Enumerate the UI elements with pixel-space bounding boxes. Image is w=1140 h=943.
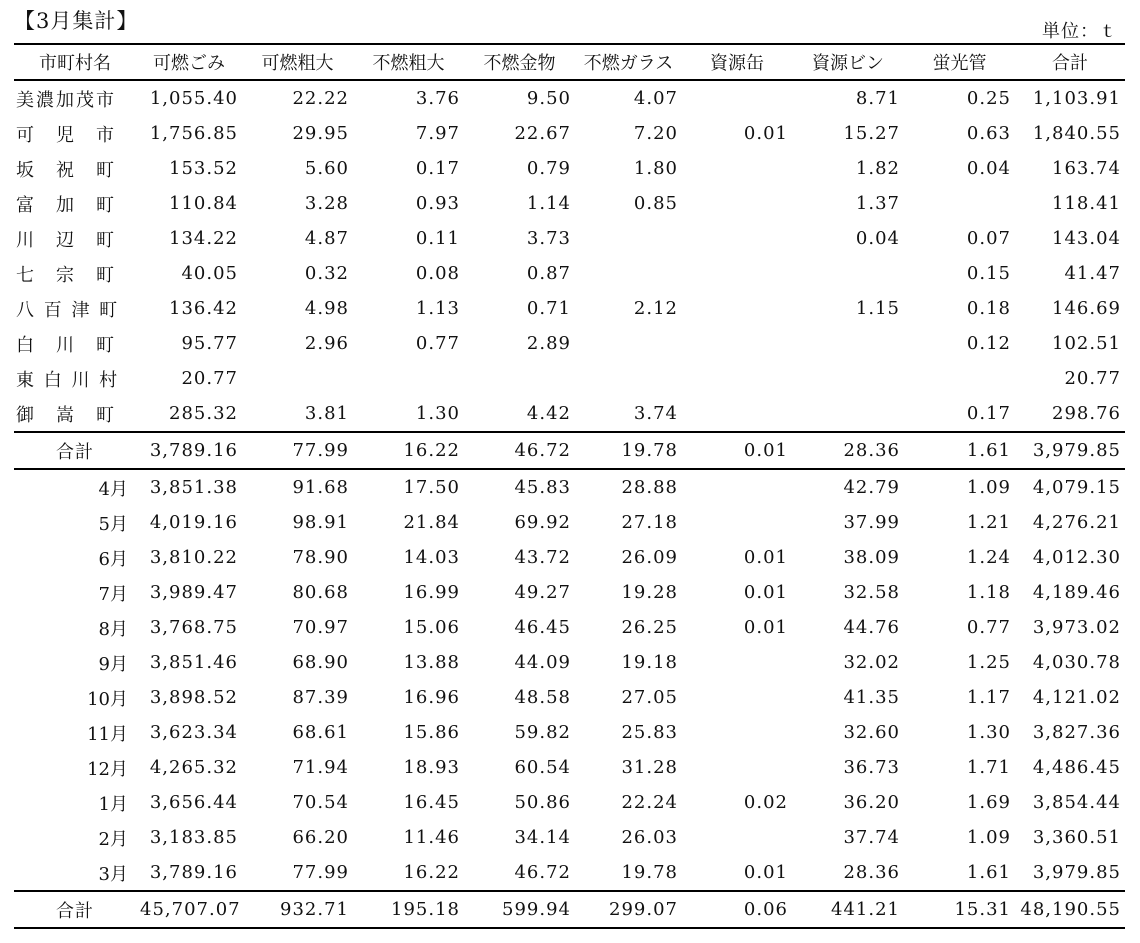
table-cell: 3.81 (304, 403, 349, 424)
table-cell: 0.11 (415, 228, 460, 249)
table-cell: 91.68 (292, 477, 349, 498)
table-cell: 4,019.16 (149, 512, 238, 533)
table-cell: 60.54 (514, 757, 571, 778)
table-cell: 136.42 (169, 298, 238, 319)
table-cell: 3,789.16 (149, 862, 238, 883)
table-cell: 3,656.44 (149, 792, 238, 813)
table-cell: 195.18 (353, 891, 464, 928)
table-cell: 21.84 (403, 512, 460, 533)
table-cell: 0.12 (966, 333, 1011, 354)
table-cell: 27.05 (621, 687, 678, 708)
table-cell: 3,851.38 (149, 477, 238, 498)
table-cell (682, 326, 792, 361)
table-cell: 1.09 (966, 827, 1011, 848)
table-cell: 0.87 (526, 263, 571, 284)
table-cell: 1.18 (966, 582, 1011, 603)
table-cell: 48,190.55 (1015, 891, 1125, 928)
table-cell: 1.37 (855, 193, 900, 214)
table-cell: 42.79 (843, 477, 900, 498)
table-cell: 3,623.34 (149, 722, 238, 743)
table-cell (792, 326, 904, 361)
table-cell: 1.61 (904, 432, 1015, 469)
table-cell: 15.27 (843, 123, 900, 144)
row-label: 3月 (98, 863, 128, 885)
table-cell (682, 645, 792, 680)
table-cell (575, 361, 682, 396)
table-cell: 4.87 (304, 228, 349, 249)
table-cell: 44.76 (843, 617, 900, 638)
row-label: 白 川 町 (16, 334, 116, 356)
table-cell (682, 80, 792, 116)
row-label: 合計 (14, 891, 136, 928)
table-cell: 4,486.45 (1032, 757, 1121, 778)
table-cell: 68.90 (292, 652, 349, 673)
table-cell: 37.74 (843, 827, 900, 848)
row-label: 可 児 市 (16, 124, 116, 146)
table-cell: 118.41 (1052, 193, 1121, 214)
row-label: 富 加 町 (16, 194, 116, 216)
table-cell: 0.01 (743, 862, 788, 883)
table-cell: 20.77 (1064, 368, 1121, 389)
table-cell: 299.07 (575, 891, 682, 928)
table-cell: 0.77 (966, 617, 1011, 638)
table-cell: 28.36 (792, 432, 904, 469)
table-cell: 599.94 (464, 891, 575, 928)
table-cell (682, 221, 792, 256)
table-cell: 3,789.16 (136, 432, 242, 469)
table-cell: 16.96 (403, 687, 460, 708)
table-cell: 0.01 (743, 582, 788, 603)
table-cell: 31.28 (621, 757, 678, 778)
waste-summary-table (14, 43, 1125, 929)
table-cell: 19.28 (621, 582, 678, 603)
table-cell: 0.04 (966, 158, 1011, 179)
table-cell: 4,189.46 (1032, 582, 1121, 603)
report-title: 【3月集計】 (14, 9, 139, 33)
table-cell: 146.69 (1052, 298, 1121, 319)
table-cell: 0.15 (966, 263, 1011, 284)
table-cell: 16.99 (403, 582, 460, 603)
table-cell: 32.58 (843, 582, 900, 603)
table-row (14, 361, 1125, 396)
table-cell: 3,827.36 (1032, 722, 1121, 743)
table-cell: 32.60 (843, 722, 900, 743)
table-cell: 0.17 (415, 158, 460, 179)
table-cell (682, 291, 792, 326)
table-cell: 0.04 (855, 228, 900, 249)
row-label: 7月 (98, 583, 128, 605)
table-row (14, 680, 1125, 715)
table-cell (682, 715, 792, 750)
row-label: 5月 (98, 513, 128, 535)
table-cell: 0.77 (415, 333, 460, 354)
table-cell: 16.22 (403, 862, 460, 883)
table-cell: 2.89 (526, 333, 571, 354)
table-row (14, 396, 1125, 432)
table-cell: 3,973.02 (1032, 617, 1121, 638)
table-cell: 36.20 (843, 792, 900, 813)
table-cell: 95.77 (181, 333, 238, 354)
header-cell: 不燃金物 (464, 44, 575, 80)
table-cell: 1.15 (855, 298, 900, 319)
table-cell: 1,840.55 (1032, 123, 1121, 144)
table-cell: 110.84 (169, 193, 238, 214)
row-label: 8月 (98, 618, 128, 640)
table-cell: 4,265.32 (149, 757, 238, 778)
table-cell: 4.42 (526, 403, 571, 424)
table-cell: 98.91 (292, 512, 349, 533)
table-cell: 59.82 (514, 722, 571, 743)
table-cell: 3,851.46 (149, 652, 238, 673)
table-cell: 28.36 (843, 862, 900, 883)
table-cell: 1.82 (855, 158, 900, 179)
table-cell: 22.22 (292, 88, 349, 109)
table-cell: 0.93 (415, 193, 460, 214)
table-cell: 80.68 (292, 582, 349, 603)
table-cell: 3,979.85 (1015, 432, 1125, 469)
table-cell: 11.46 (403, 827, 460, 848)
table-cell: 38.09 (843, 547, 900, 568)
table-cell: 16.45 (403, 792, 460, 813)
table-cell (682, 396, 792, 432)
table-cell: 68.61 (292, 722, 349, 743)
table-cell: 25.83 (621, 722, 678, 743)
table-cell: 0.01 (743, 617, 788, 638)
header-cell: 市町村名 (14, 44, 136, 80)
table-cell (792, 361, 904, 396)
table-row (14, 750, 1125, 785)
table-cell (682, 469, 792, 505)
table-cell: 4,121.02 (1032, 687, 1121, 708)
table-cell: 46.72 (464, 432, 575, 469)
table-cell: 13.88 (403, 652, 460, 673)
table-cell: 0.63 (966, 123, 1011, 144)
header-cell: 資源ビン (792, 44, 904, 80)
table-cell: 27.18 (621, 512, 678, 533)
table-cell: 41.35 (843, 687, 900, 708)
table-cell: 1.30 (966, 722, 1011, 743)
table-cell: 40.05 (181, 263, 238, 284)
table-cell: 69.92 (514, 512, 571, 533)
table-cell: 0.71 (526, 298, 571, 319)
header-cell: 蛍光管 (904, 44, 1015, 80)
table-cell: 78.90 (292, 547, 349, 568)
table-row (14, 186, 1125, 221)
table-cell: 0.01 (743, 123, 788, 144)
table-row (14, 855, 1125, 891)
row-label: 12月 (87, 758, 128, 780)
table-cell: 2.96 (304, 333, 349, 354)
table-cell: 3,768.75 (149, 617, 238, 638)
table-body (14, 80, 1125, 928)
table-cell: 29.95 (292, 123, 349, 144)
table-cell: 1.24 (966, 547, 1011, 568)
table-cell: 19.18 (621, 652, 678, 673)
table-cell: 1.21 (966, 512, 1011, 533)
table-cell: 19.78 (575, 432, 682, 469)
table-cell: 153.52 (169, 158, 238, 179)
table-cell: 20.77 (181, 368, 238, 389)
table-cell: 26.03 (621, 827, 678, 848)
table-cell: 4.07 (633, 88, 678, 109)
row-label: 10月 (87, 688, 128, 710)
table-cell: 4.98 (304, 298, 349, 319)
table-cell: 0.85 (633, 193, 678, 214)
table-cell: 3,360.51 (1032, 827, 1121, 848)
table-cell (682, 361, 792, 396)
table-row (14, 505, 1125, 540)
table-cell: 66.20 (292, 827, 349, 848)
table-cell: 34.14 (514, 827, 571, 848)
table-cell (792, 396, 904, 432)
table-cell: 3,854.44 (1032, 792, 1121, 813)
row-label: 1月 (98, 793, 128, 815)
table-cell: 41.47 (1064, 263, 1121, 284)
table-cell: 48.58 (514, 687, 571, 708)
table-cell: 7.97 (415, 123, 460, 144)
table-cell: 3.73 (526, 228, 571, 249)
row-label: 合計 (14, 432, 136, 469)
row-label: 4月 (98, 478, 128, 500)
table-cell: 49.27 (514, 582, 571, 603)
table-cell: 3.28 (304, 193, 349, 214)
table-cell (792, 256, 904, 291)
header-cell: 不燃粗大 (353, 44, 464, 80)
table-row (14, 326, 1125, 361)
row-label: 11月 (87, 723, 128, 745)
row-label: 川 辺 町 (16, 229, 116, 251)
table-cell: 3,979.85 (1032, 862, 1121, 883)
row-label: 2月 (98, 828, 128, 850)
table-cell: 45,707.07 (136, 891, 242, 928)
table-cell: 1,756.85 (149, 123, 238, 144)
table-cell: 1.09 (966, 477, 1011, 498)
table-cell: 7.20 (633, 123, 678, 144)
table-cell: 71.94 (292, 757, 349, 778)
table-row (14, 291, 1125, 326)
table-row (14, 575, 1125, 610)
table-cell (682, 151, 792, 186)
table-cell: 1.80 (633, 158, 678, 179)
row-label: 八 百 津 町 (16, 299, 120, 321)
header-row (14, 44, 1125, 80)
table-cell: 46.72 (514, 862, 571, 883)
table-cell: 932.71 (242, 891, 353, 928)
table-cell (682, 505, 792, 540)
table-cell: 4,012.30 (1032, 547, 1121, 568)
table-cell (904, 361, 1015, 396)
table-cell: 1.25 (966, 652, 1011, 673)
table-cell: 3,898.52 (149, 687, 238, 708)
table-cell: 36.73 (843, 757, 900, 778)
table-cell: 18.93 (403, 757, 460, 778)
table-row (14, 645, 1125, 680)
table-cell: 163.74 (1052, 158, 1121, 179)
table-cell (575, 256, 682, 291)
table-cell (575, 221, 682, 256)
table-cell: 1,103.91 (1032, 88, 1121, 109)
subtotal-row (14, 432, 1125, 469)
table-cell: 37.99 (843, 512, 900, 533)
row-label: 七 宗 町 (16, 264, 116, 286)
table-cell: 441.21 (792, 891, 904, 928)
table-cell: 0.79 (526, 158, 571, 179)
row-label: 美濃加茂市 (16, 89, 116, 111)
row-label: 6月 (98, 548, 128, 570)
table-cell: 1.69 (966, 792, 1011, 813)
table-cell: 46.45 (514, 617, 571, 638)
table-cell: 0.18 (966, 298, 1011, 319)
table-cell: 87.39 (292, 687, 349, 708)
table-cell: 1.30 (415, 403, 460, 424)
table-cell: 3,810.22 (149, 547, 238, 568)
table-row (14, 610, 1125, 645)
table-cell: 45.83 (514, 477, 571, 498)
table-cell: 50.86 (514, 792, 571, 813)
table-row (14, 151, 1125, 186)
table-row (14, 469, 1125, 505)
table-cell: 22.24 (621, 792, 678, 813)
table-cell: 1.13 (415, 298, 460, 319)
table-cell (682, 256, 792, 291)
row-label: 9月 (98, 653, 128, 675)
table-cell: 4,030.78 (1032, 652, 1121, 673)
table-cell (682, 186, 792, 221)
table-cell: 102.51 (1052, 333, 1121, 354)
table-cell: 43.72 (514, 547, 571, 568)
table-cell: 143.04 (1052, 228, 1121, 249)
table-cell: 28.88 (621, 477, 678, 498)
table-cell: 19.78 (621, 862, 678, 883)
table-cell: 1.71 (966, 757, 1011, 778)
table-cell: 0.32 (304, 263, 349, 284)
table-row (14, 540, 1125, 575)
table-cell: 0.08 (415, 263, 460, 284)
table-cell (242, 361, 353, 396)
table-row (14, 256, 1125, 291)
table-cell: 0.07 (966, 228, 1011, 249)
table-cell (682, 680, 792, 715)
table-cell (575, 326, 682, 361)
table-cell: 15.06 (403, 617, 460, 638)
table-row (14, 116, 1125, 151)
table-cell: 1,055.40 (149, 88, 238, 109)
table-cell: 15.31 (904, 891, 1015, 928)
table-cell: 3,183.85 (149, 827, 238, 848)
table-cell: 0.01 (682, 432, 792, 469)
table-cell: 9.50 (526, 88, 571, 109)
table-cell (464, 361, 575, 396)
table-cell: 17.50 (403, 477, 460, 498)
table-row (14, 80, 1125, 116)
table-cell: 15.86 (403, 722, 460, 743)
table-cell: 70.54 (292, 792, 349, 813)
table-cell: 4,276.21 (1032, 512, 1121, 533)
table-cell: 3.76 (415, 88, 460, 109)
table-cell: 0.02 (743, 792, 788, 813)
table-cell: 44.09 (514, 652, 571, 673)
table-cell: 1.61 (966, 862, 1011, 883)
table-cell: 16.22 (353, 432, 464, 469)
table-cell: 285.32 (169, 403, 238, 424)
table-cell: 0.17 (966, 403, 1011, 424)
table-row (14, 820, 1125, 855)
table-cell: 0.25 (966, 88, 1011, 109)
table-cell: 22.67 (514, 123, 571, 144)
table-cell: 1.14 (526, 193, 571, 214)
table-row (14, 785, 1125, 820)
table-cell: 2.12 (633, 298, 678, 319)
table-cell: 4,079.15 (1032, 477, 1121, 498)
table-cell: 77.99 (242, 432, 353, 469)
table-cell: 3,989.47 (149, 582, 238, 603)
header-cell: 可燃ごみ (136, 44, 242, 80)
table-cell: 26.25 (621, 617, 678, 638)
table-cell: 298.76 (1052, 403, 1121, 424)
header-cell: 可燃粗大 (242, 44, 353, 80)
table-cell (353, 361, 464, 396)
table-cell: 32.02 (843, 652, 900, 673)
table-cell: 70.97 (292, 617, 349, 638)
table-cell: 0.06 (682, 891, 792, 928)
table-cell: 14.03 (403, 547, 460, 568)
table-cell: 77.99 (292, 862, 349, 883)
header-cell: 資源缶 (682, 44, 792, 80)
table-row (14, 221, 1125, 256)
row-label: 東 白 川 村 (16, 369, 120, 391)
table-row (14, 715, 1125, 750)
table-cell: 1.17 (966, 687, 1011, 708)
table-cell: 5.60 (304, 158, 349, 179)
table-cell: 0.01 (743, 547, 788, 568)
table-cell (682, 750, 792, 785)
header-cell: 合計 (1015, 44, 1125, 80)
unit-label: 単位：ｔ (1042, 21, 1118, 42)
table-cell: 8.71 (855, 88, 900, 109)
table-cell: 26.09 (621, 547, 678, 568)
table-cell: 3.74 (633, 403, 678, 424)
grand-total-row (14, 891, 1125, 928)
header-cell: 不燃ガラス (575, 44, 682, 80)
table-cell: 134.22 (169, 228, 238, 249)
table-cell (904, 186, 1015, 221)
table-cell (682, 820, 792, 855)
row-label: 坂 祝 町 (16, 159, 116, 181)
row-label: 御 嵩 町 (16, 404, 116, 426)
